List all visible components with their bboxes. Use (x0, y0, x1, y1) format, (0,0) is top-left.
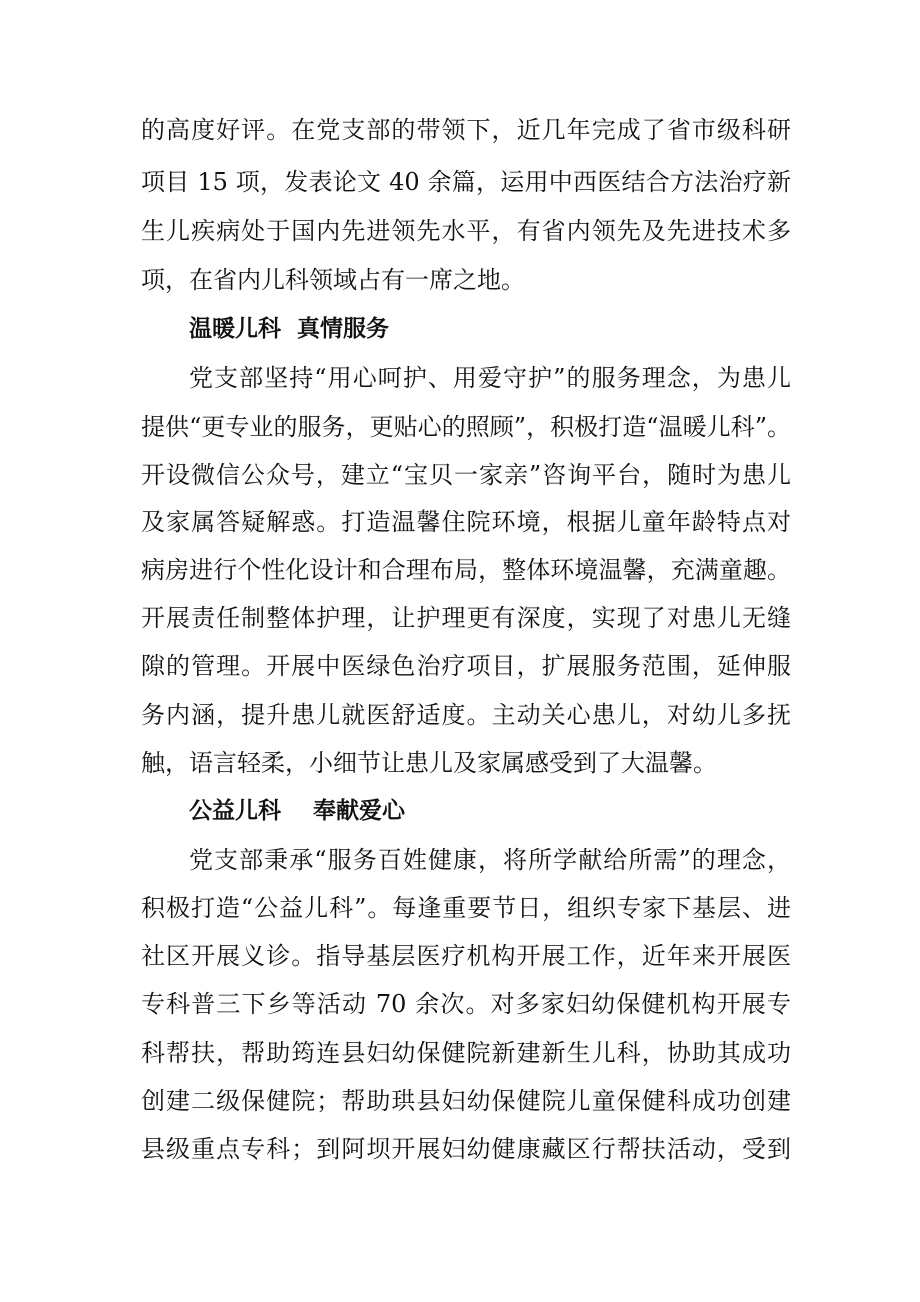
paragraph-line: 病房进行个性化设计和合理布局，整体环境温馨，充满童趣。 (141, 556, 791, 584)
paragraph-line: 的高度好评。在党支部的带领下，近几年完成了省市级科研 (141, 116, 791, 144)
paragraph-line: 项，在省内儿科领域占有一席之地。 (141, 266, 525, 294)
paragraph-line: 党支部秉承“服务百姓健康，将所学献给所需”的理念， (189, 846, 791, 874)
paragraph-line: 专科普三下乡等活动 70 余次。对多家妇幼保健机构开展专 (141, 990, 791, 1018)
section-heading: 公益儿科 奉献爱心 (189, 798, 406, 824)
paragraph-line: 创建二级保健院；帮助珙县妇幼保健院儿童保健科成功创建 (141, 1087, 791, 1115)
paragraph-line: 务内涵，提升患儿就医舒适度。主动关心患儿，对幼儿多抚 (141, 701, 791, 729)
paragraph-line: 开展责任制整体护理，让护理更有深度，实现了对患儿无缝 (141, 604, 791, 632)
paragraph-line: 生儿疾病处于国内先进领先水平，有省内领先及先进技术多 (141, 217, 791, 245)
paragraph-line: 项目 15 项，发表论文 40 余篇，运用中西医结合方法治疗新 (141, 168, 791, 196)
paragraph-line: 科帮扶，帮助筠连县妇幼保健院新建新生儿科，协助其成功 (141, 1039, 791, 1067)
paragraph-line: 提供“更专业的服务，更贴心的照顾”，积极打造“温暖儿科”。 (141, 413, 791, 441)
paragraph-line: 开设微信公众号，建立“宝贝一家亲”咨询平台，随时为患儿 (141, 461, 791, 489)
paragraph-line: 县级重点专科；到阿坝开展妇幼健康藏区行帮扶活动，受到 (141, 1135, 791, 1163)
paragraph-line: 积极打造“公益儿科”。每逢重要节日，组织专家下基层、进 (141, 894, 791, 922)
paragraph-line: 及家属答疑解惑。打造温馨住院环境，根据儿童年龄特点对 (141, 508, 791, 536)
paragraph-line: 党支部坚持“用心呵护、用爱守护”的服务理念，为患儿 (189, 364, 791, 392)
paragraph-line: 触，语言轻柔，小细节让患儿及家属感受到了大温馨。 (141, 749, 717, 777)
section-heading: 温暖儿科 真情服务 (189, 316, 390, 342)
paragraph-line: 社区开展义诊。指导基层医疗机构开展工作，近年来开展医 (141, 942, 791, 970)
paragraph-line: 隙的管理。开展中医绿色治疗项目，扩展服务范围，延伸服 (141, 652, 791, 680)
